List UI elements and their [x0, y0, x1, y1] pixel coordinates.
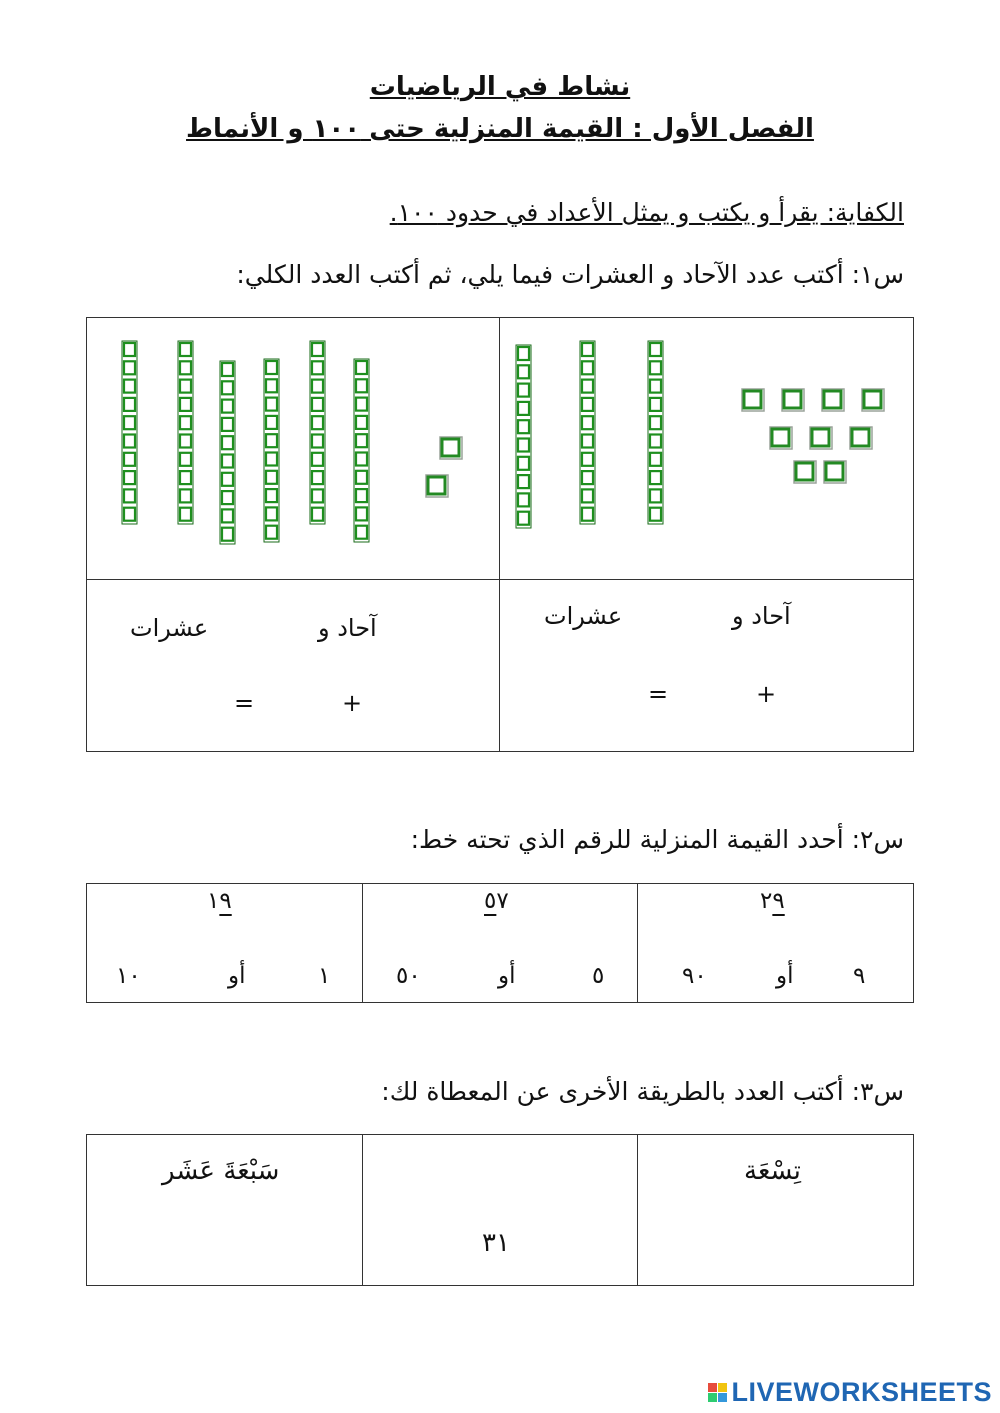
- competency-text: الكفاية: يقرأ و يكتب و يمثل الأعداد في حدود ١٠٠.: [389, 198, 904, 227]
- q2-cell1-number: ٢٩: [760, 888, 785, 914]
- q1-right-ones-label: آحاد و: [732, 602, 791, 630]
- q2-cell1-or: أو: [776, 963, 794, 989]
- q2-cell1-option-b: ٩٠: [682, 963, 707, 989]
- q2-cell3-or: أو: [228, 963, 246, 989]
- q1-prompt: س١: أكتب عدد الآحاد و العشرات فيما يلي، ثم أكتب العدد الكلي:: [236, 260, 904, 289]
- worksheet-title: نشاط في الرياضيات: [369, 72, 631, 102]
- q2-divider-1: [637, 883, 638, 1003]
- q3-cell2-number: ٣١: [482, 1228, 510, 1258]
- q2-cell2-or: أو: [498, 963, 516, 989]
- one-cube-left-2: [426, 475, 448, 497]
- q1-left-tens-label: عشرات: [130, 614, 209, 642]
- ten-rod-left-2: [178, 341, 193, 524]
- q3-cell1-word: تِسْعَة: [744, 1156, 801, 1186]
- liveworksheets-logo: [708, 1377, 992, 1407]
- ten-rod-left-4: [264, 359, 279, 542]
- brand-name: LIVEWORKSHEETS: [731, 1376, 992, 1407]
- q2-cell3-option-b: ١٠: [116, 963, 141, 989]
- one-cube-right-6: [810, 427, 832, 449]
- q2-prompt: س٢: أحدد القيمة المنزلية للرقم الذي تحته خط:: [410, 825, 904, 854]
- q2-cell2-option-a: ٥: [592, 963, 605, 989]
- one-cube-left-1: [440, 437, 462, 459]
- one-cube-right-5: [770, 427, 792, 449]
- q3-cell3-word: سَبْعَةَ عَشَر: [162, 1156, 280, 1186]
- q1-left-plus: +: [342, 689, 363, 717]
- q3-divider-2: [362, 1134, 363, 1286]
- ten-rod-right-3: [648, 341, 663, 524]
- q1-right-tens-label: عشرات: [544, 602, 623, 630]
- logo-mark-icon: [708, 1383, 727, 1402]
- q3-prompt: س٣: أكتب العدد بالطريقة الأخرى عن المعطاة لك:: [381, 1077, 904, 1106]
- q2-cell1-option-a: ٩: [853, 963, 866, 989]
- one-cube-right-7: [850, 427, 872, 449]
- q2-cell3-option-a: ١: [318, 963, 331, 989]
- q1-base-ten-blocks: [86, 317, 914, 579]
- q1-row-divider: [86, 579, 914, 580]
- ten-rod-left-5: [310, 341, 325, 524]
- ten-rod-left-3: [220, 361, 235, 544]
- one-cube-right-2: [782, 389, 804, 411]
- chapter-title: الفصل الأول : القيمة المنزلية حتى ١٠٠ و الأنماط: [186, 114, 814, 144]
- one-cube-right-3: [822, 389, 844, 411]
- q1-left-ones-label: آحاد و: [318, 614, 377, 642]
- q2-divider-2: [362, 883, 363, 1003]
- ten-rod-right-2: [580, 341, 595, 524]
- q2-cell2-option-b: ٥٠: [396, 963, 421, 989]
- q3-divider-1: [637, 1134, 638, 1286]
- one-cube-right-8: [794, 461, 816, 483]
- ten-rod-right-1: [516, 345, 531, 528]
- q2-cell2-number: ٥٧: [484, 888, 509, 914]
- ten-rod-left-6: [354, 359, 369, 542]
- q1-right-equals: =: [648, 680, 669, 708]
- q1-left-equals: =: [234, 689, 255, 717]
- one-cube-right-9: [824, 461, 846, 483]
- ten-rod-left-1: [122, 341, 137, 524]
- one-cube-right-4: [862, 389, 884, 411]
- one-cube-right-1: [742, 389, 764, 411]
- q2-cell3-number: ١٩: [207, 888, 232, 914]
- q1-right-plus: +: [756, 680, 777, 708]
